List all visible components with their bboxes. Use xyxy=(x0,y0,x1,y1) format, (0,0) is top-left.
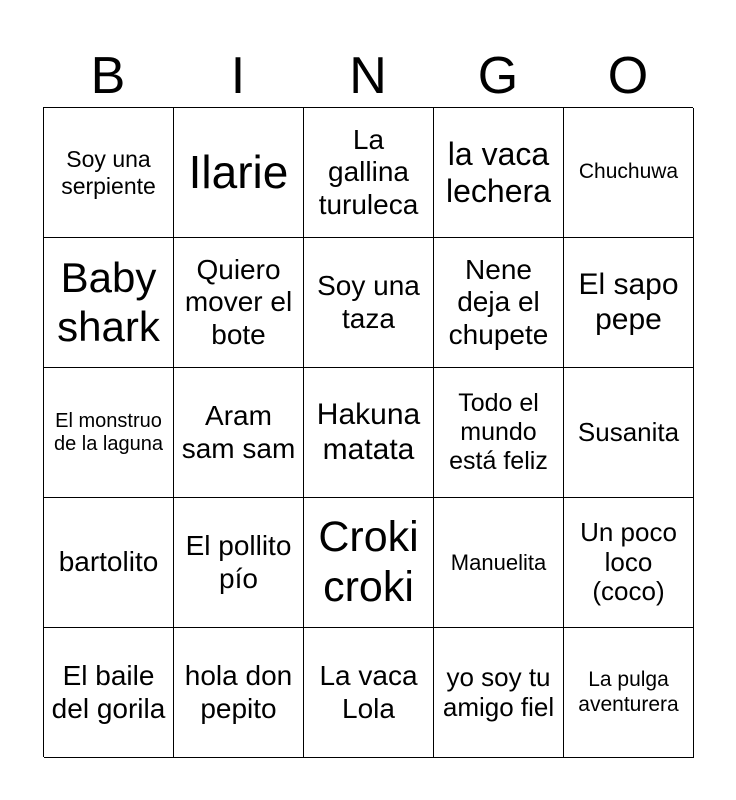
cell-label: la vaca lechera xyxy=(446,135,551,209)
bingo-cell[interactable] xyxy=(434,368,564,498)
bingo-cell[interactable] xyxy=(304,498,434,628)
cell-label: El baile del gorila xyxy=(51,660,166,724)
header-letter-b: B xyxy=(90,47,126,105)
cell-label: El sapo pepe xyxy=(578,268,679,336)
cell-label: Chuchuwa xyxy=(578,160,679,184)
bingo-cell[interactable] xyxy=(44,498,174,628)
bingo-cell[interactable] xyxy=(564,368,694,498)
cell-label: Nene deja el chupete xyxy=(448,254,549,350)
cell-label: La gallina turuleca xyxy=(318,124,419,220)
cell-label: Todo el mundo está feliz xyxy=(449,389,548,475)
bingo-cell[interactable] xyxy=(174,238,304,368)
cell-label: Soy una taza xyxy=(317,270,420,334)
bingo-cell[interactable] xyxy=(434,628,564,758)
bingo-cell[interactable] xyxy=(304,628,434,758)
bingo-cell[interactable] xyxy=(564,628,694,758)
bingo-cell[interactable] xyxy=(564,238,694,368)
bingo-cell[interactable] xyxy=(174,628,304,758)
cell-label: hola don pepito xyxy=(184,660,293,724)
bingo-cell[interactable] xyxy=(44,238,174,368)
cell-label: Susanita xyxy=(577,416,680,447)
cell-label: La pulga aventurera xyxy=(578,668,679,716)
cell-label: Un poco loco (coco) xyxy=(580,516,677,607)
bingo-cell[interactable] xyxy=(434,498,564,628)
bingo-header xyxy=(43,44,693,108)
bingo-cell[interactable] xyxy=(174,108,304,238)
cell-label: Soy una serpiente xyxy=(61,146,156,199)
bingo-cell[interactable] xyxy=(304,108,434,238)
cell-label: Manuelita xyxy=(450,549,547,575)
cell-label: Croki croki xyxy=(318,513,419,611)
bingo-cell[interactable] xyxy=(564,108,694,238)
header-letter-g: G xyxy=(477,47,519,105)
cell-label: bartolito xyxy=(58,546,159,578)
cell-label: Quiero mover el bote xyxy=(184,254,293,350)
cell-label: La vaca Lola xyxy=(319,660,418,724)
bingo-cell[interactable] xyxy=(304,238,434,368)
cell-label: El monstruo de la laguna xyxy=(54,409,163,455)
cell-label: El pollito pío xyxy=(185,530,292,594)
bingo-cell[interactable] xyxy=(434,238,564,368)
bingo-cell[interactable] xyxy=(44,628,174,758)
bingo-cell[interactable] xyxy=(564,498,694,628)
bingo-cell[interactable] xyxy=(304,368,434,498)
cell-label: yo soy tu amigo fiel xyxy=(442,661,555,722)
cell-label: Aram sam sam xyxy=(181,400,296,464)
header-letter-n: N xyxy=(349,47,387,105)
bingo-cell[interactable] xyxy=(434,108,564,238)
cell-label: Baby shark xyxy=(57,254,160,350)
cell-label: Ilarie xyxy=(188,146,289,199)
bingo-cell[interactable] xyxy=(44,368,174,498)
bingo-cell[interactable] xyxy=(174,498,304,628)
bingo-board xyxy=(43,107,693,757)
bingo-cell[interactable] xyxy=(174,368,304,498)
cell-label: Hakuna matata xyxy=(316,398,421,466)
header-letter-i: I xyxy=(230,47,246,105)
header-letter-o: O xyxy=(607,47,649,105)
bingo-cell[interactable] xyxy=(44,108,174,238)
